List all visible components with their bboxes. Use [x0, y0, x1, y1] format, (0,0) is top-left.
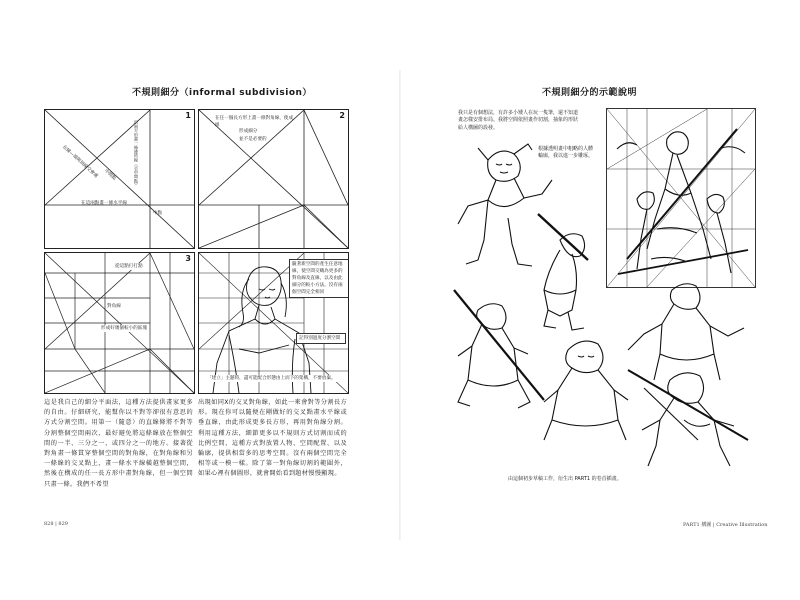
- diagram-panel-1: [44, 109, 195, 249]
- ruled-grid-diagram-icon: [199, 110, 348, 248]
- footer-part: PART1: [683, 522, 700, 528]
- panel-annotation: 「建立」主題時，盡可能配合形態由上而下的架構，不要放棄。: [207, 375, 343, 382]
- panel-annotation: 在這兩點畫一條水平線: [81, 201, 127, 206]
- panel-annotation: 對角線: [107, 304, 121, 309]
- left-body-column-1: 這是我自己的細分平面法，這種方法提供畫家更多的自由。仔細研究，能幫你以不對等卻很有意思的方式分割空間。用第一（隨意）的直線條將不對等分割整個空間兩次，最好避免將這條線放在整個空間的一半、三分之一，或四分之一的地方。接著從對角畫一條貫穿整個空間的對角線，在對角線和另一條線的交叉點上，畫一條水平線橫越整個空間，然後在構成的任一長方形中畫對角線，但一個空間只畫一條。我們不希望: [44, 399, 193, 488]
- panel-annotation: 中點: [153, 211, 163, 216]
- footer-section: 構圖: [701, 522, 712, 528]
- panel-number: 2: [339, 111, 345, 120]
- figure-caption: 由這個初步草稿工作，衍生出 PART1 的卷首插畫。: [508, 476, 622, 482]
- panel-annotation: 形成好幾個較小的區塊: [101, 326, 147, 331]
- left-body-column-2: 出現如同X的交叉對角線，如此一來會對等分割長方形。現在你可以隨便在剛做好的交叉點畫水平線或垂直線，由此形成更多長方形，再用對角線分割。利用這種方法，細節更多以不規則方式切割而成的比例空間，這種方式對放置人物、空間配置、以及輪廓，提供相當多的思考空間。沒有兩個空間完全相等或一模一樣。除了第一對角線切割的範圍外，如果心裡有個圖形，就會開始看到題材慢慢顯現。: [198, 399, 347, 478]
- panel-annotation: 在任一個長方形上畫一條對角線，使成組: [215, 116, 294, 128]
- running-footer: PART1 構圖 | Creative Illustration: [683, 522, 768, 528]
- elf-sketch-icon: [448, 140, 760, 470]
- diagram-panel-4: [198, 252, 349, 394]
- annotation-box: 隨著新空間的產生任意地線，使空間交織為更多的對角線及直線，以及由此細分的較小方法。沒有兩個空間完全相同: [289, 259, 349, 298]
- panel-annotation: 沿兩方形畫一條連結線（至中間點）: [134, 120, 139, 188]
- intro-text: 我只是有個想法，有許多小矮人在玩一隻筆，還不知道畫怎樣安排布局。我將空間依照畫作切割，抽象的形狀給人構圖的設發。: [458, 110, 579, 131]
- panel-annotation: 從這點打打點: [115, 264, 143, 269]
- diagram-panel-2: [198, 109, 349, 249]
- ruled-grid-diagram-icon: [45, 253, 194, 393]
- diagram-panel-3: [44, 252, 195, 394]
- ruled-grid-diagram-icon: [45, 110, 194, 248]
- elf-sketch-cluster: [448, 140, 760, 470]
- callout-text: 根據透明畫中粗略的人體輪廓，我以進一步雕琢。: [538, 146, 594, 160]
- gutter-shadow: [399, 70, 401, 540]
- panel-number: 1: [185, 111, 191, 120]
- panel-annotation: 在線—端與頂線交會處: [60, 144, 99, 180]
- page-numbers: 828 | 829: [44, 521, 68, 527]
- panel-number: 3: [185, 254, 191, 263]
- annotation-box: 記得別過度分割空間: [296, 333, 346, 344]
- right-page-title: 不規則細分的示範說明: [542, 88, 638, 98]
- footer-book: Creative Illustration: [716, 522, 768, 528]
- left-page-title: 不規則細分（informal subdivision）: [132, 88, 312, 98]
- panel-annotation: 中間點: [102, 168, 117, 182]
- panel-annotation: 形成細分: [239, 129, 258, 134]
- panel-annotation: 並不是必要的: [239, 137, 267, 142]
